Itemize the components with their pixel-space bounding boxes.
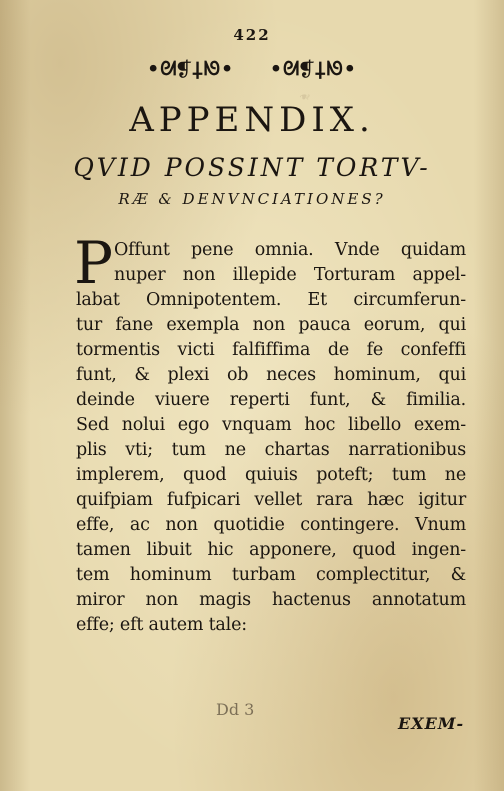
body-line: miror non magis hactenus annotatum [76, 590, 466, 610]
catchword: EXEM- [398, 714, 465, 733]
question-title-line-1: QVID POSSINT TORTV- [73, 153, 431, 182]
body-line: tem hominum turbam complectitur, & [76, 565, 466, 585]
body-line: effe, ac non quotidie contingere. Vnum [76, 515, 466, 535]
body-paragraph [74, 229, 466, 638]
body-line: effe; eft autem tale: [76, 615, 247, 635]
show-through-text: ❧ [300, 88, 312, 104]
ornament-right-icon: •ᘛ❡⸸ᘚ• [269, 58, 357, 80]
section-heading: APPENDIX. [129, 100, 375, 140]
body-line: plis vti; tum ne chartas narrationibus [76, 440, 466, 460]
body-line: tormentis victi falfiffima de fe confeffi [76, 340, 466, 360]
body-line: labat Omnipotentem. Et circumferun- [76, 290, 466, 310]
body-line: implerem, quod quiuis poteft; tum ne [76, 465, 466, 485]
ornament-band [0, 58, 504, 80]
page-number: 422 [233, 26, 271, 44]
signature-mark: Dd 3 [216, 700, 255, 719]
question-title-line-2: RÆ & DENVNCIATIONES? [118, 190, 386, 208]
body-line: quifpiam fufpicari vellet rara hæc igitur [76, 490, 466, 510]
ornament-left-icon: •ᘛ❡⸸ᘚ• [147, 58, 235, 80]
drop-capital: P [74, 229, 114, 297]
body-line: deinde viuere reperti funt, & fimilia. [76, 390, 466, 410]
body-line: tur fane exempla non pauca eorum, qui [76, 315, 466, 335]
body-line: Sed nolui ego vnquam hoc libello exem- [76, 415, 466, 435]
body-line: nuper non illepide Torturam appel- [114, 265, 466, 285]
body-line: tamen libuit hic apponere, quod ingen- [76, 540, 466, 560]
body-line: funt, & plexi ob neces hominum, qui [76, 365, 466, 385]
body-line: Offunt pene omnia. Vnde quidam [114, 240, 466, 260]
